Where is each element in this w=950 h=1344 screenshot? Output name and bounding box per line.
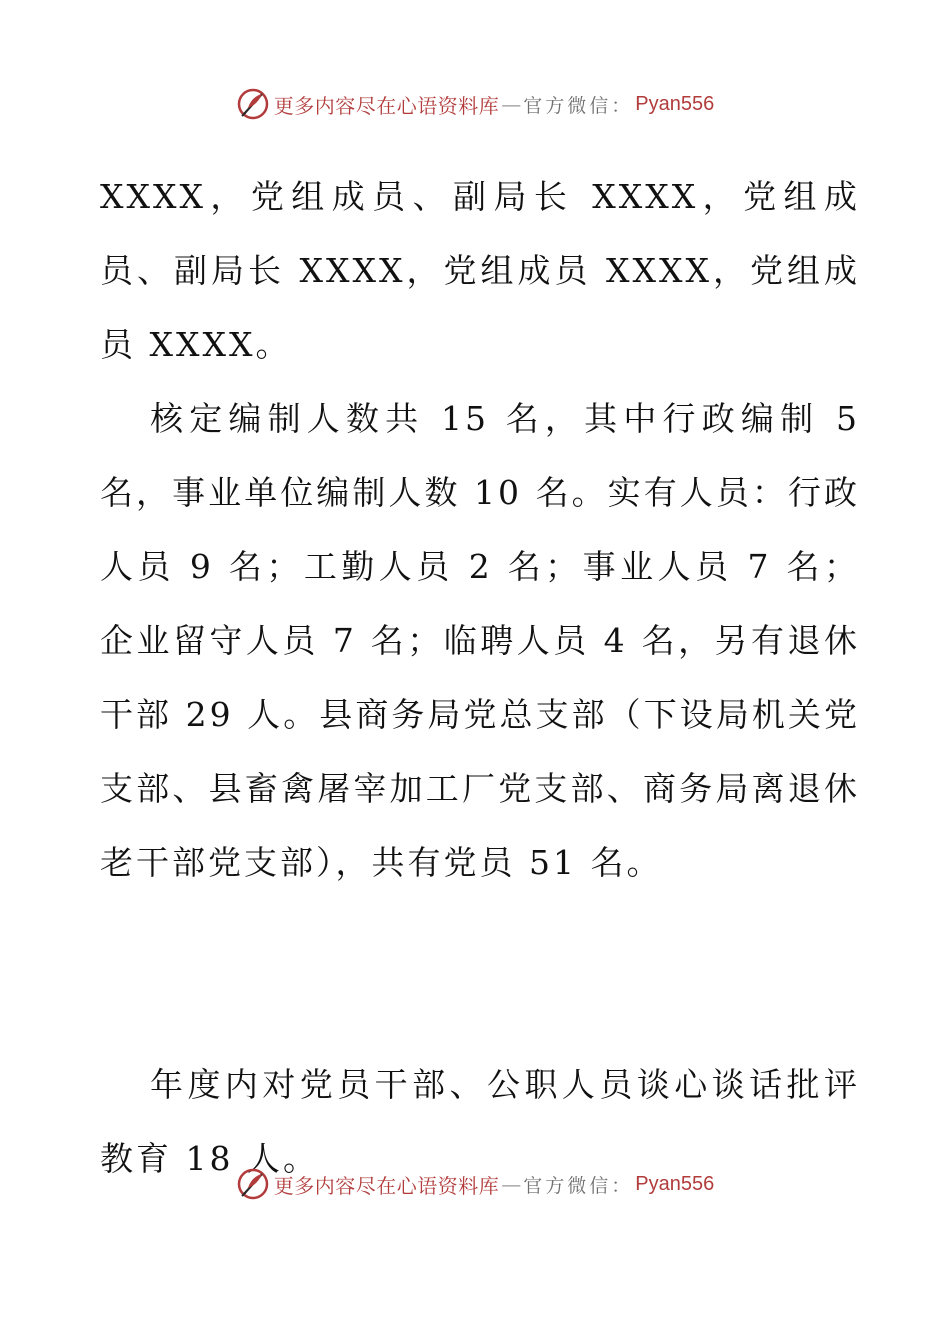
header-site-text: 更多内容尽在心语资料库 bbox=[273, 93, 500, 118]
footer-dash: — bbox=[501, 1172, 522, 1196]
footer-wechat-id: Pyan556 bbox=[635, 1172, 715, 1195]
header-wechat-id: Pyan556 bbox=[635, 92, 715, 115]
footer-banner bbox=[0, 1164, 950, 1204]
quill-pen-logo-icon bbox=[236, 1167, 270, 1201]
document-body bbox=[100, 160, 860, 1196]
header-dash: — bbox=[501, 92, 522, 116]
footer-official-label: 官方微信： bbox=[523, 1174, 634, 1197]
quill-pen-logo-icon bbox=[236, 87, 270, 121]
header-banner bbox=[0, 84, 950, 124]
paragraph-leadership: XXXX，党组成员、副局长 XXXX，党组成员、副局长 XXXX，党组成员 XXXX，党组成员 XXXX。 bbox=[100, 177, 860, 364]
paragraph-staffing: 核定编制人数共 15 名，其中行政编制 5 名，事业单位编制人数 10 名。实有人员：行政人员 9 名；工勤人员 2 名；事业人员 7 名；企业留守人员 7 名；临聘人员 4 名，另有退休干部 29 人。县商务局党总支部（下设局机关党支部、县畜禽屠宰加工厂党支部、商务局离退休老干部党支部），共有党员 51 名。 bbox=[100, 399, 860, 882]
paragraph-gap bbox=[100, 900, 860, 1048]
header-official-label: 官方微信： bbox=[523, 94, 634, 117]
paragraph-talks: 年度内对党员干部、公职人员谈心谈话批评教育 18 人。 bbox=[100, 1065, 860, 1178]
footer-site-text: 更多内容尽在心语资料库 bbox=[273, 1173, 500, 1198]
